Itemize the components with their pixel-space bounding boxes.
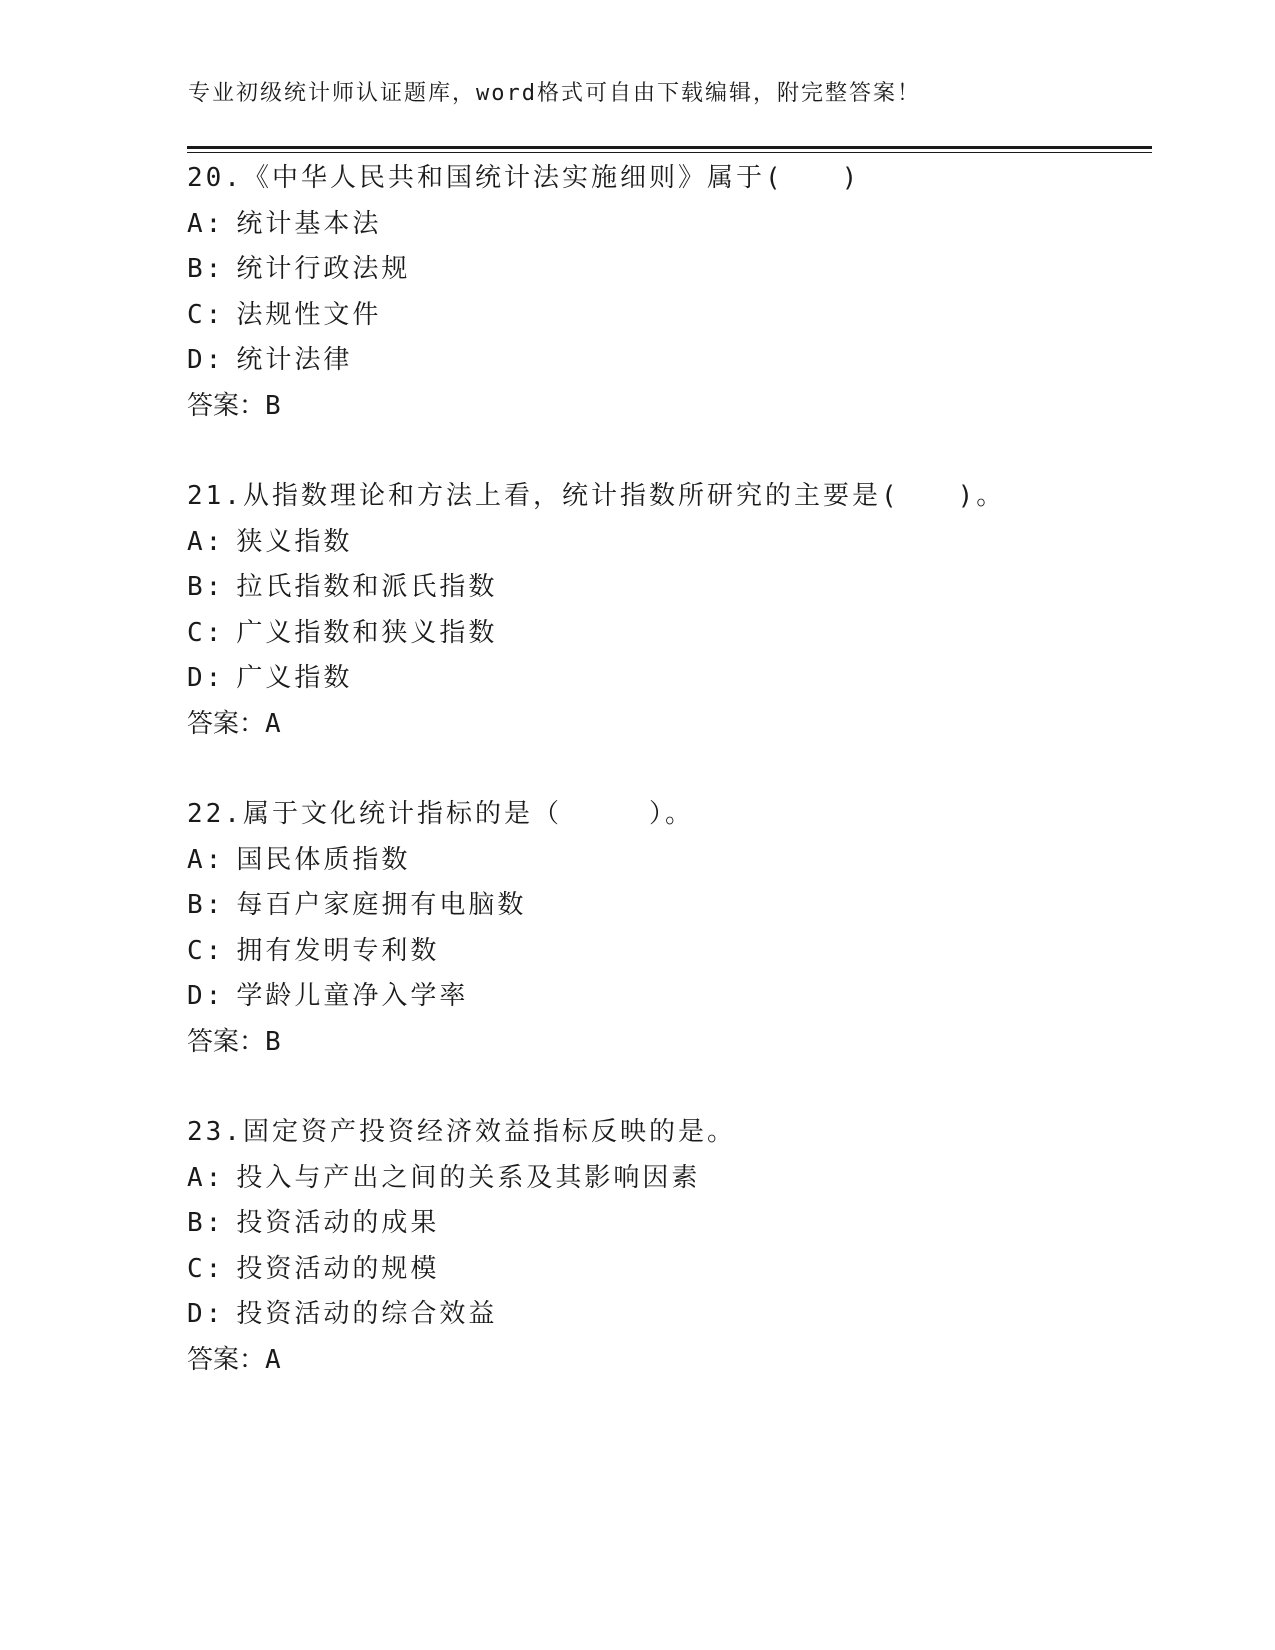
option-a: A: 国民体质指数: [187, 844, 411, 875]
header-rule-thick: [187, 146, 1152, 149]
option-c: C: 法规性文件: [187, 299, 382, 330]
question-item: [187, 1110, 1147, 1383]
option-key: A: [187, 1162, 206, 1193]
option-key: D: [187, 345, 206, 375]
answer-value: A: [265, 708, 281, 739]
option-b: B: 统计行政法规: [187, 254, 411, 284]
option-key: B: [187, 572, 206, 602]
option-key: C: [187, 299, 206, 330]
option-text: 广义指数和狭义指数: [236, 617, 498, 648]
option-d: D: 统计法律: [187, 345, 353, 375]
answer-line: [187, 702, 1147, 748]
option-text: 投资活动的规模: [236, 1253, 440, 1284]
option-key: C: [187, 1253, 206, 1284]
option-key: A: [187, 526, 206, 557]
option-key: C: [187, 935, 206, 966]
question-item: [187, 156, 1147, 429]
answer-label: 答案：: [187, 390, 266, 421]
option-b: B: 每百户家庭拥有电脑数: [187, 890, 527, 920]
option-d: D: 学龄儿童净入学率: [187, 981, 469, 1011]
option-text: 投资活动的综合效益: [236, 1299, 498, 1329]
header-rule-thin: [187, 152, 1152, 153]
answer-value: B: [265, 390, 281, 421]
option-text: 拥有发明专利数: [236, 935, 440, 966]
answer-label: 答案：: [187, 1026, 266, 1057]
option-text: 投入与产出之间的关系及其影响因素: [236, 1162, 701, 1193]
option-d: D: 广义指数: [187, 663, 353, 693]
answer-line: [187, 1020, 1147, 1066]
option-b: B: 拉氏指数和派氏指数: [187, 572, 498, 602]
option-d: D: 投资活动的综合效益: [187, 1299, 498, 1329]
option-key: A: [187, 844, 206, 875]
option-text: 每百户家庭拥有电脑数: [236, 890, 527, 920]
answer-label: 答案：: [187, 1344, 266, 1375]
option-key: D: [187, 663, 206, 693]
option-text: 投资活动的成果: [236, 1208, 440, 1238]
option-a: A: 狭义指数: [187, 526, 353, 557]
option-key: B: [187, 1208, 206, 1238]
option-text: 学龄儿童净入学率: [236, 981, 469, 1011]
option-c: C: 投资活动的规模: [187, 1253, 440, 1284]
option-text: 拉氏指数和派氏指数: [236, 572, 498, 602]
question-stem: 20.《中华人民共和国统计法实施细则》属于( ): [187, 163, 861, 193]
option-key: B: [187, 890, 206, 920]
option-a: A: 统计基本法: [187, 208, 382, 239]
option-a: A: 投入与产出之间的关系及其影响因素: [187, 1162, 701, 1193]
option-c: C: 拥有发明专利数: [187, 935, 440, 966]
answer-label: 答案：: [187, 708, 266, 739]
option-key: C: [187, 617, 206, 648]
answer-line: [187, 1338, 1147, 1384]
question-item: [187, 792, 1147, 1065]
question-stem: 21.从指数理论和方法上看，统计指数所研究的主要是( )。: [187, 481, 1006, 511]
option-c: C: 广义指数和狭义指数: [187, 617, 498, 648]
question-item: [187, 474, 1147, 747]
option-text: 狭义指数: [236, 526, 353, 557]
option-key: D: [187, 1299, 206, 1329]
option-key: D: [187, 981, 206, 1011]
option-key: A: [187, 208, 206, 239]
question-list: [187, 156, 1147, 1428]
answer-value: A: [265, 1344, 281, 1375]
option-text: 国民体质指数: [236, 844, 411, 875]
option-text: 法规性文件: [236, 299, 382, 330]
option-text: 统计基本法: [236, 208, 382, 239]
answer-value: B: [265, 1026, 281, 1057]
question-stem: 22.属于文化统计指标的是（ ）。: [187, 799, 694, 829]
question-stem: 23.固定资产投资经济效益指标反映的是。: [187, 1117, 736, 1147]
option-b: B: 投资活动的成果: [187, 1208, 440, 1238]
option-text: 广义指数: [236, 663, 353, 693]
option-text: 统计行政法规: [236, 254, 411, 284]
option-key: B: [187, 254, 206, 284]
option-text: 统计法律: [236, 345, 353, 375]
header-note: 专业初级统计师认证题库，word格式可自由下载编辑，附完整答案！: [188, 81, 921, 106]
answer-line: [187, 384, 1147, 430]
